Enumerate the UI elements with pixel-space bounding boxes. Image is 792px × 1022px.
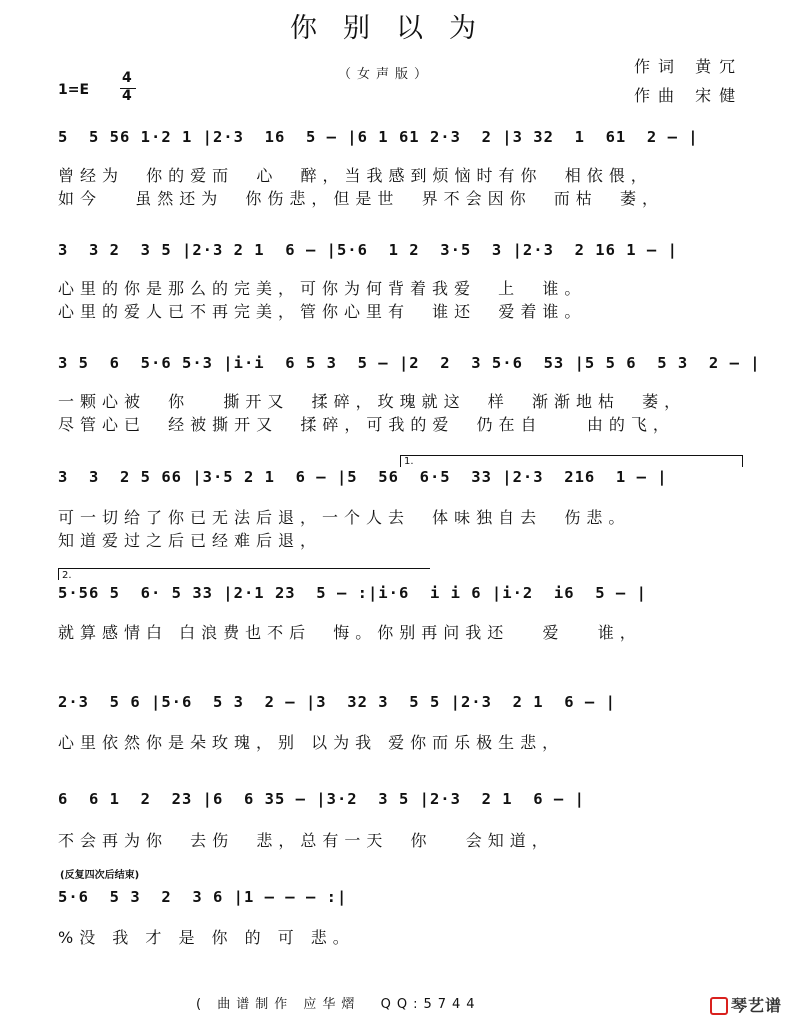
notation-row-2: 3 3 2 3 5 |2·3 2 1 6 – |5·6 1 2 3·5 3 |2·3 2 16 1 – | (58, 241, 678, 259)
notation-row-3: 3 5 6 5·6 5·3 |i·i 6 5 3 5 – |2 2 3 5·6 53 |5 5 6 5 3 2 – | (58, 354, 761, 372)
volta-1-number: 1. (404, 456, 414, 467)
volta-1-bracket (400, 455, 742, 456)
lyric-row-2-verse-2: 心里的爱人已不再完美，管你心里有 谁还 爱着谁。 (58, 302, 587, 321)
notation-row-5: 5·56 5 6· 5 33 |2·1 23 5 – :|i·6 i i 6 |i·2 i6 5 – | (58, 584, 647, 602)
lyric-row-6: 心里依然你是朵玫瑰，别 以为我 爱你而乐极生悲， (58, 733, 565, 752)
volta-2-start-tick (58, 568, 59, 580)
time-signature-top: 4 (122, 70, 132, 86)
notation-row-6: 2·3 5 6 |5·6 5 3 2 – |3 32 3 5 5 |2·3 2 1 6 – | (58, 693, 616, 711)
volta-1-start-tick (400, 455, 401, 467)
site-logo (710, 993, 782, 1016)
key-signature: 1=E (58, 82, 90, 98)
logo-icon (710, 997, 728, 1015)
notation-row-1: 5 5 56 1·2 1 |2·3 16 5 – |6 1 61 2·3 2 |3 32 1 61 2 – | (58, 128, 699, 146)
volta-2-number: 2. (62, 570, 72, 581)
lyric-row-4-verse-2: 知道爱过之后已经难后退， (58, 531, 323, 550)
notation-row-4: 3 3 2 5 66 |3·5 2 1 6 – |5 56 6·5 33 |2·3 216 1 – | (58, 468, 668, 486)
composer-credit: 作曲 宋健 (634, 86, 744, 105)
repeat-instruction: (反复四次后结束) (60, 870, 140, 881)
version-label: （女声版） (338, 67, 434, 82)
volta-2-bracket (58, 568, 430, 569)
time-signature-bottom: 4 (122, 88, 132, 104)
volta-1-end-tick (742, 455, 743, 467)
lyric-row-3-verse-2: 尽管心已 经被撕开又 揉碎，可我的爱 仍在自 由的飞， (58, 415, 675, 434)
footer-credit: ( 曲谱制作 应华熠 QQ:5744 (196, 997, 481, 1012)
notation-row-7: 6 6 1 2 23 |6 6 35 – |3·2 3 5 |2·3 2 1 6 – | (58, 790, 585, 808)
notation-row-8: 5·6 5 3 2 3 6 |1 – – – :| (58, 888, 348, 906)
lyric-row-2-verse-1: 心里的你是那么的完美，可你为何背着我爱 上 谁。 (58, 279, 587, 298)
lyricist-credit: 作词 黄冗 (634, 57, 744, 76)
lyric-row-7: 不会再为你 去伤 悲，总有一天 你 会知道， (58, 831, 554, 850)
lyric-row-4-verse-1: 可一切给了你已无法后退，一个人去 体味独自去 伤悲。 (58, 508, 631, 527)
lyric-row-5: 就算感情白 白浪费也不后 悔。你别再问我还 爱 谁， (58, 623, 642, 642)
lyric-row-8: %没 我 才 是 你 的 可 悲。 (58, 928, 355, 947)
lyric-row-1-verse-1: 曾经为 你的爱而 心 醉，当我感到烦恼时有你 相依偎， (58, 166, 653, 185)
logo-text: 琴艺谱 (730, 996, 782, 1015)
song-title: 你别以为 (290, 13, 502, 44)
lyric-row-3-verse-1: 一颗心被 你 撕开又 揉碎，玫瑰就这 样 渐渐地枯 萎， (58, 392, 687, 411)
lyric-row-1-verse-2: 如今 虽然还为 你伤悲，但是世 界不会因你 而枯 萎， (58, 189, 664, 208)
